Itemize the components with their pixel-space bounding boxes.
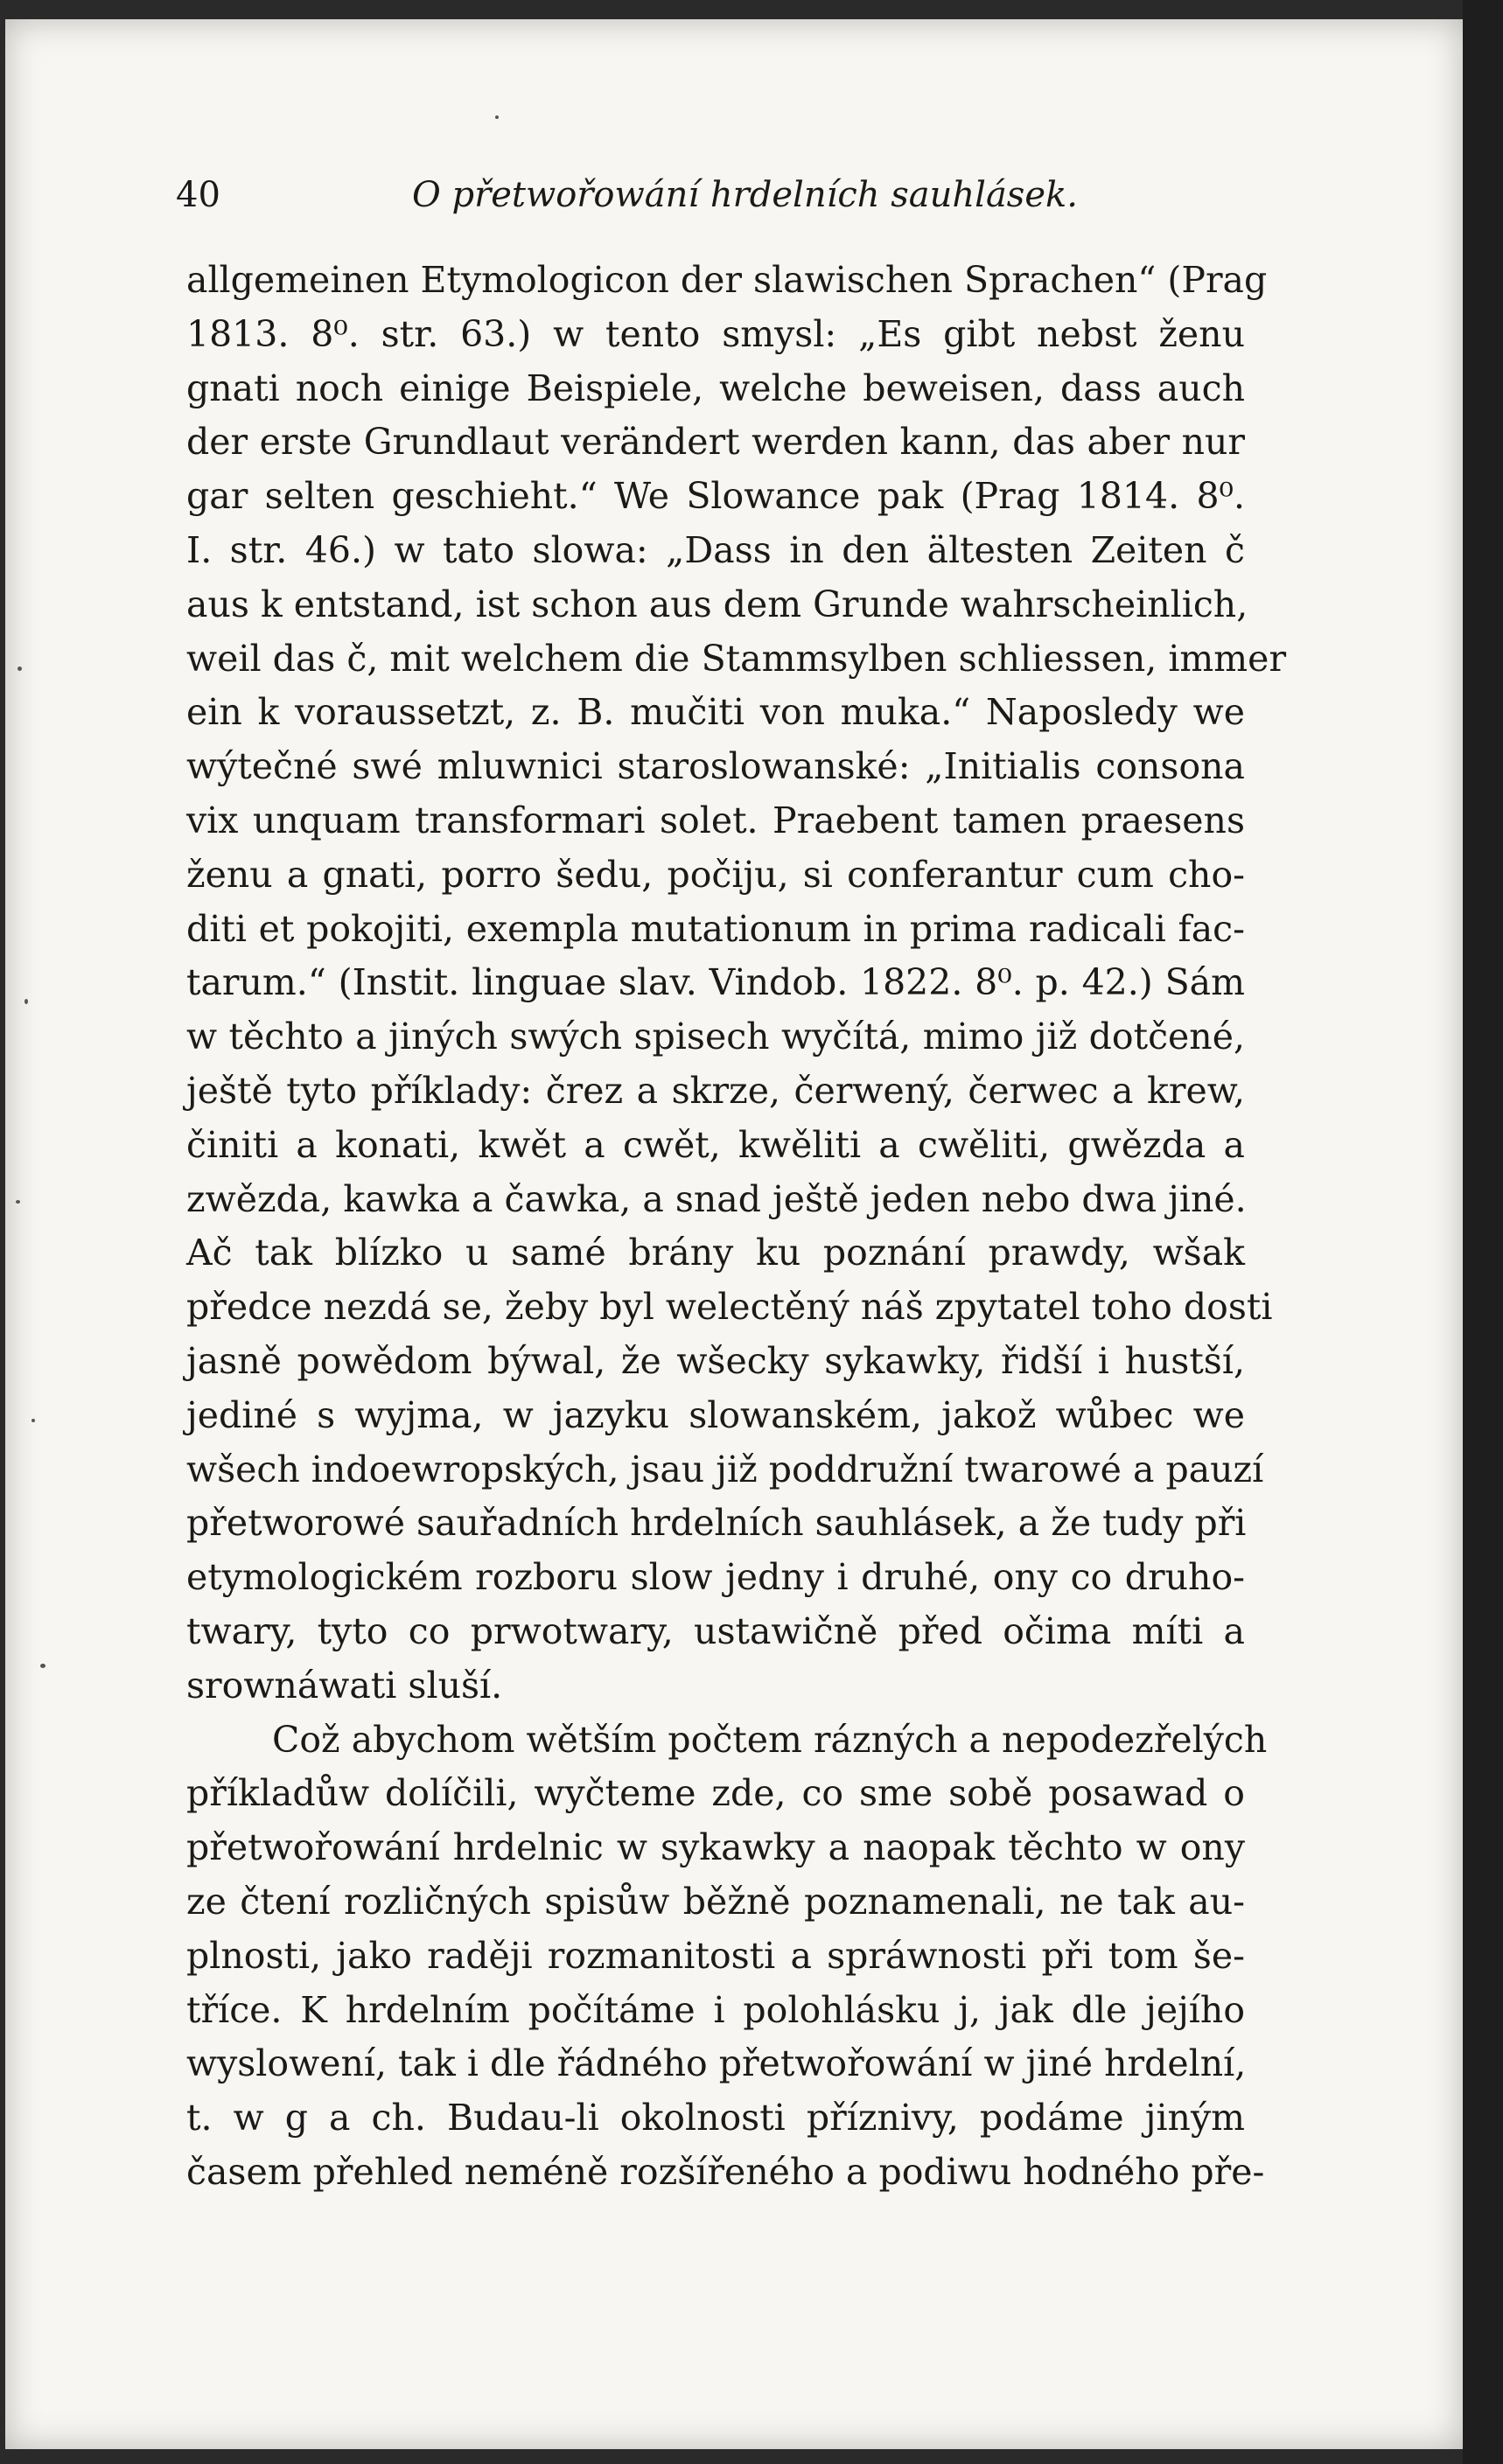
text-line: wšech indoewropských, jsau již poddružní twarowé a pauzí bbox=[186, 1448, 1264, 1490]
text-line: w těchto a jiných swých spisech wyčítá, mimo již dotčené, bbox=[186, 1016, 1245, 1058]
text-line: 1813. 8⁰. str. 63.) w tento smysl: „Es gibt nebst ženu bbox=[186, 312, 1245, 355]
text-line: wýtečné swé mluwnici staroslowanské: „Initialis consona bbox=[186, 745, 1245, 788]
scan-edge bbox=[1463, 0, 1503, 2464]
text-line: činiti a konati, kwět a cwět, kwěliti a cwěliti, gwězda a bbox=[186, 1123, 1245, 1166]
text-line: ještě tyto příklady: črez a skrze, čerwený, čerwec a krew, bbox=[186, 1069, 1245, 1112]
book-page bbox=[5, 19, 1463, 2449]
text-line: přetwořowání hrdelnic w sykawky a naopak těchto w ony bbox=[186, 1826, 1245, 1869]
text-line: tarum.“ (Instit. linguae slav. Vindob. 1822. 8⁰. p. 42.) Sám bbox=[186, 961, 1245, 1004]
text-line: ze čtení rozličných spisůw běžně poznamenali, ne tak au- bbox=[186, 1880, 1245, 1923]
paragraph-last-line: srownáwati sluší. bbox=[186, 1664, 503, 1707]
text-line: t. w g a ch. Budau-li okolnosti příznivy, podáme jiným bbox=[186, 2097, 1245, 2139]
text-line: wyslowení, tak i dle řádného přetwořowání w jiné hrdelní, bbox=[186, 2042, 1247, 2085]
scan-speck bbox=[495, 115, 499, 119]
paragraph-first-line: Což abychom wětším počtem rázných a nepodezřelých bbox=[272, 1718, 1268, 1761]
body-text bbox=[186, 254, 1287, 2200]
text-line: vix unquam transformari solet. Praebent tamen praesens bbox=[186, 799, 1245, 841]
text-line: I. str. 46.) w tato slowa: „Dass in den ältesten Zeiten č bbox=[186, 528, 1245, 571]
text-line: ein k voraussetzt, z. B. mučiti von muka.“ Naposledy we bbox=[186, 691, 1245, 734]
text-line: etymologickém rozboru slow jedny i druhé, ony co druho- bbox=[186, 1556, 1245, 1599]
text-line: gar selten geschieht.“ We Slowance pak (Prag 1814. 8⁰. bbox=[186, 475, 1245, 518]
scan-speck bbox=[31, 1419, 35, 1422]
text-line: gnati noch einige Beispiele, welche beweisen, dass auch bbox=[186, 366, 1245, 409]
text-line: der erste Grundlaut verändert werden kann, das aber nur bbox=[186, 421, 1245, 464]
text-line: Ač tak blízko u samé brány ku poznání prawdy, wšak bbox=[186, 1232, 1245, 1274]
running-title: O přetwořowání hrdelních sauhlásek. bbox=[412, 175, 1078, 215]
text-line: allgemeinen Etymologicon der slawischen Sprachen“ (Prag bbox=[186, 259, 1268, 301]
text-line: zwězda, kawka a čawka, a snad ještě jeden nebo dwa jiné. bbox=[186, 1177, 1247, 1220]
text-line: jasně powědom býwal, že wšecky sykawky, řidší i hustší, bbox=[186, 1339, 1245, 1382]
scan-speck bbox=[40, 1664, 45, 1668]
text-line: přetworowé sauřadních hrdelních sauhlásek, a že tudy při bbox=[186, 1502, 1247, 1545]
page-number: 40 bbox=[176, 175, 220, 215]
text-line: předce nezdá se, žeby byl welectěný náš zpytatel toho dosti bbox=[186, 1286, 1273, 1329]
scan-speck bbox=[17, 667, 22, 671]
text-line: diti et pokojiti, exempla mutationum in prima radicali fac- bbox=[186, 907, 1245, 950]
text-line: ženu a gnati, porro šedu, počiju, si conferantur cum cho- bbox=[186, 853, 1245, 896]
text-line: příkladůw dolíčili, wyčteme zde, co sme sobě posawad o bbox=[186, 1772, 1245, 1815]
scan-speck bbox=[16, 1200, 20, 1204]
scan-speck bbox=[24, 999, 28, 1004]
text-line: jediné s wyjma, w jazyku slowanském, jakož wůbec we bbox=[186, 1393, 1245, 1436]
text-line: plnosti, jako raději rozmanitosti a spráwnosti při tom še- bbox=[186, 1934, 1245, 1977]
text-line: weil das č, mit welchem die Stammsylben schliessen, immer bbox=[186, 637, 1287, 680]
text-line: časem přehled neméně rozšířeného a podiwu hodného pře- bbox=[186, 2150, 1265, 2193]
text-line: aus k entstand, ist schon aus dem Grunde wahrscheinlich, bbox=[186, 583, 1248, 625]
page-header bbox=[176, 175, 1261, 227]
text-line: tříce. K hrdelním počítáme i polohlásku j, jak dle jejího bbox=[186, 1988, 1245, 2031]
text-line: twary, tyto co prwotwary, ustawičně před očima míti a bbox=[186, 1609, 1245, 1652]
